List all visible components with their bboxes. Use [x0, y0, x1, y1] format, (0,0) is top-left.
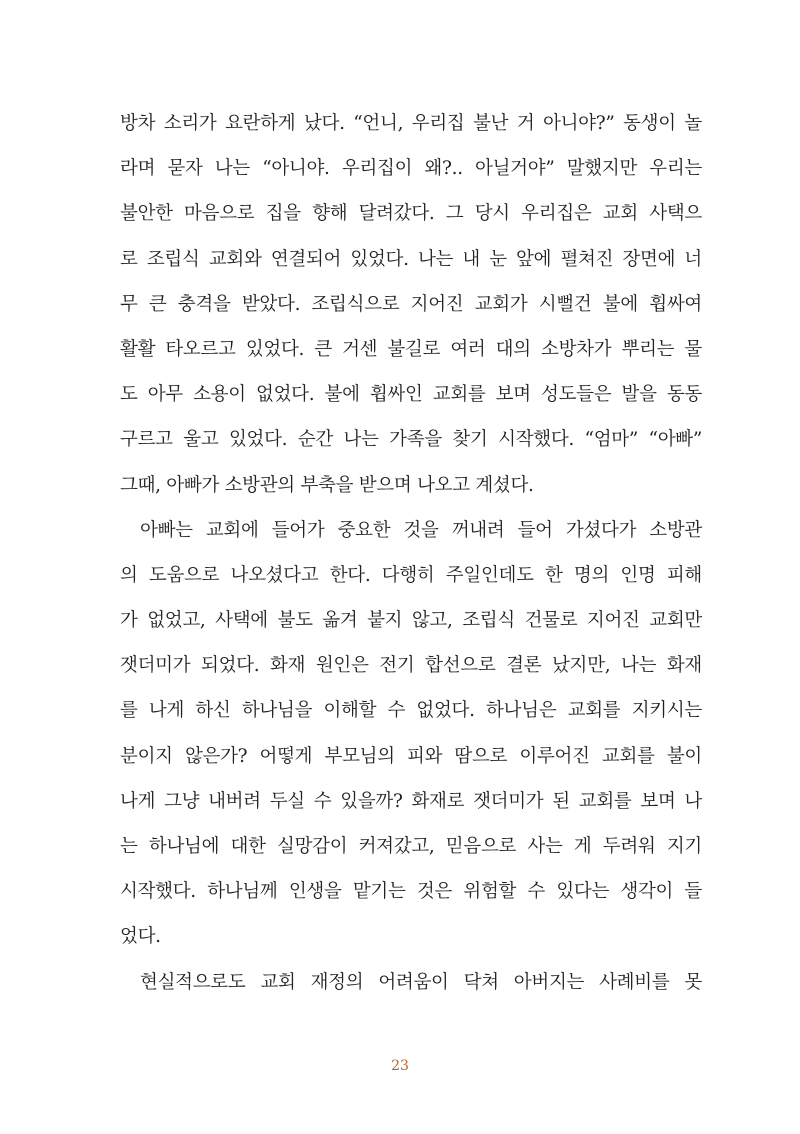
text-line: 불안한 마음으로 집을 향해 달려갔다. 그 당시 우리집은 교회 사택으 — [120, 203, 702, 225]
text-line: 라며 묻자 나는 “아니야. 우리집이 왜?.. 아닐거야” 말했지만 우리는 — [120, 158, 702, 180]
text-line: 분이지 않은가? 어떻게 부모님의 피와 땀으로 이루어진 교회를 불이 — [120, 745, 702, 767]
body-text — [120, 101, 702, 1005]
text-line: 아빠는 교회에 들어가 중요한 것을 꺼내려 들어 가셨다가 소방관 — [140, 519, 702, 541]
text-line: 잿더미가 되었다. 화재 원인은 전기 합선으로 결론 났지만, 나는 화재 — [120, 655, 702, 677]
text-line: 는 하나님에 대한 실망감이 커져갔고, 믿음으로 사는 게 두려워 지기 — [120, 836, 702, 857]
text-line: 시작했다. 하나님께 인생을 맡기는 것은 위험할 수 있다는 생각이 들 — [120, 881, 702, 903]
text-line: 무 큰 충격을 받았다. 조립식으로 지어진 교회가 시뻘건 불에 휩싸여 — [120, 293, 702, 315]
text-line: 구르고 울고 있었다. 순간 나는 가족을 찾기 시작했다. “엄마” “아빠” — [120, 429, 702, 451]
text-line: 현실적으로도 교회 재정의 어려움이 닥쳐 아버지는 사례비를 못 — [140, 971, 702, 993]
text-line: 도 아무 소용이 없었다. 불에 휩싸인 교회를 보며 성도들은 발을 동동 — [120, 384, 702, 406]
text-line: 로 조립식 교회와 연결되어 있었다. 나는 내 눈 앞에 펼쳐진 장면에 너 — [120, 248, 702, 270]
text-line: 었다. — [120, 926, 161, 948]
text-line: 가 없었고, 사택에 불도 옮겨 붙지 않고, 조립식 건물로 지어진 교회만 — [120, 610, 702, 632]
text-line: 나게 그냥 내버려 두실 수 있을까? 화재로 잿더미가 된 교회를 보며 나 — [120, 790, 702, 812]
text-line: 를 나게 하신 하나님을 이해할 수 없었다. 하나님은 교회를 지키시는 — [120, 700, 702, 722]
text-line: 그때, 아빠가 소방관의 부축을 받으며 나오고 계셨다. — [120, 474, 534, 496]
text-line: 방차 소리가 요란하게 났다. “언니, 우리집 불난 거 아니야?” 동생이 놀 — [120, 113, 702, 134]
text-line: 활활 타오르고 있었다. 큰 거센 불길로 여러 대의 소방차가 뿌리는 물 — [120, 338, 702, 360]
text-line: 의 도움으로 나오셨다고 한다. 다행히 주일인데도 한 명의 인명 피해 — [120, 564, 702, 586]
page-number: 23 — [391, 1058, 409, 1074]
